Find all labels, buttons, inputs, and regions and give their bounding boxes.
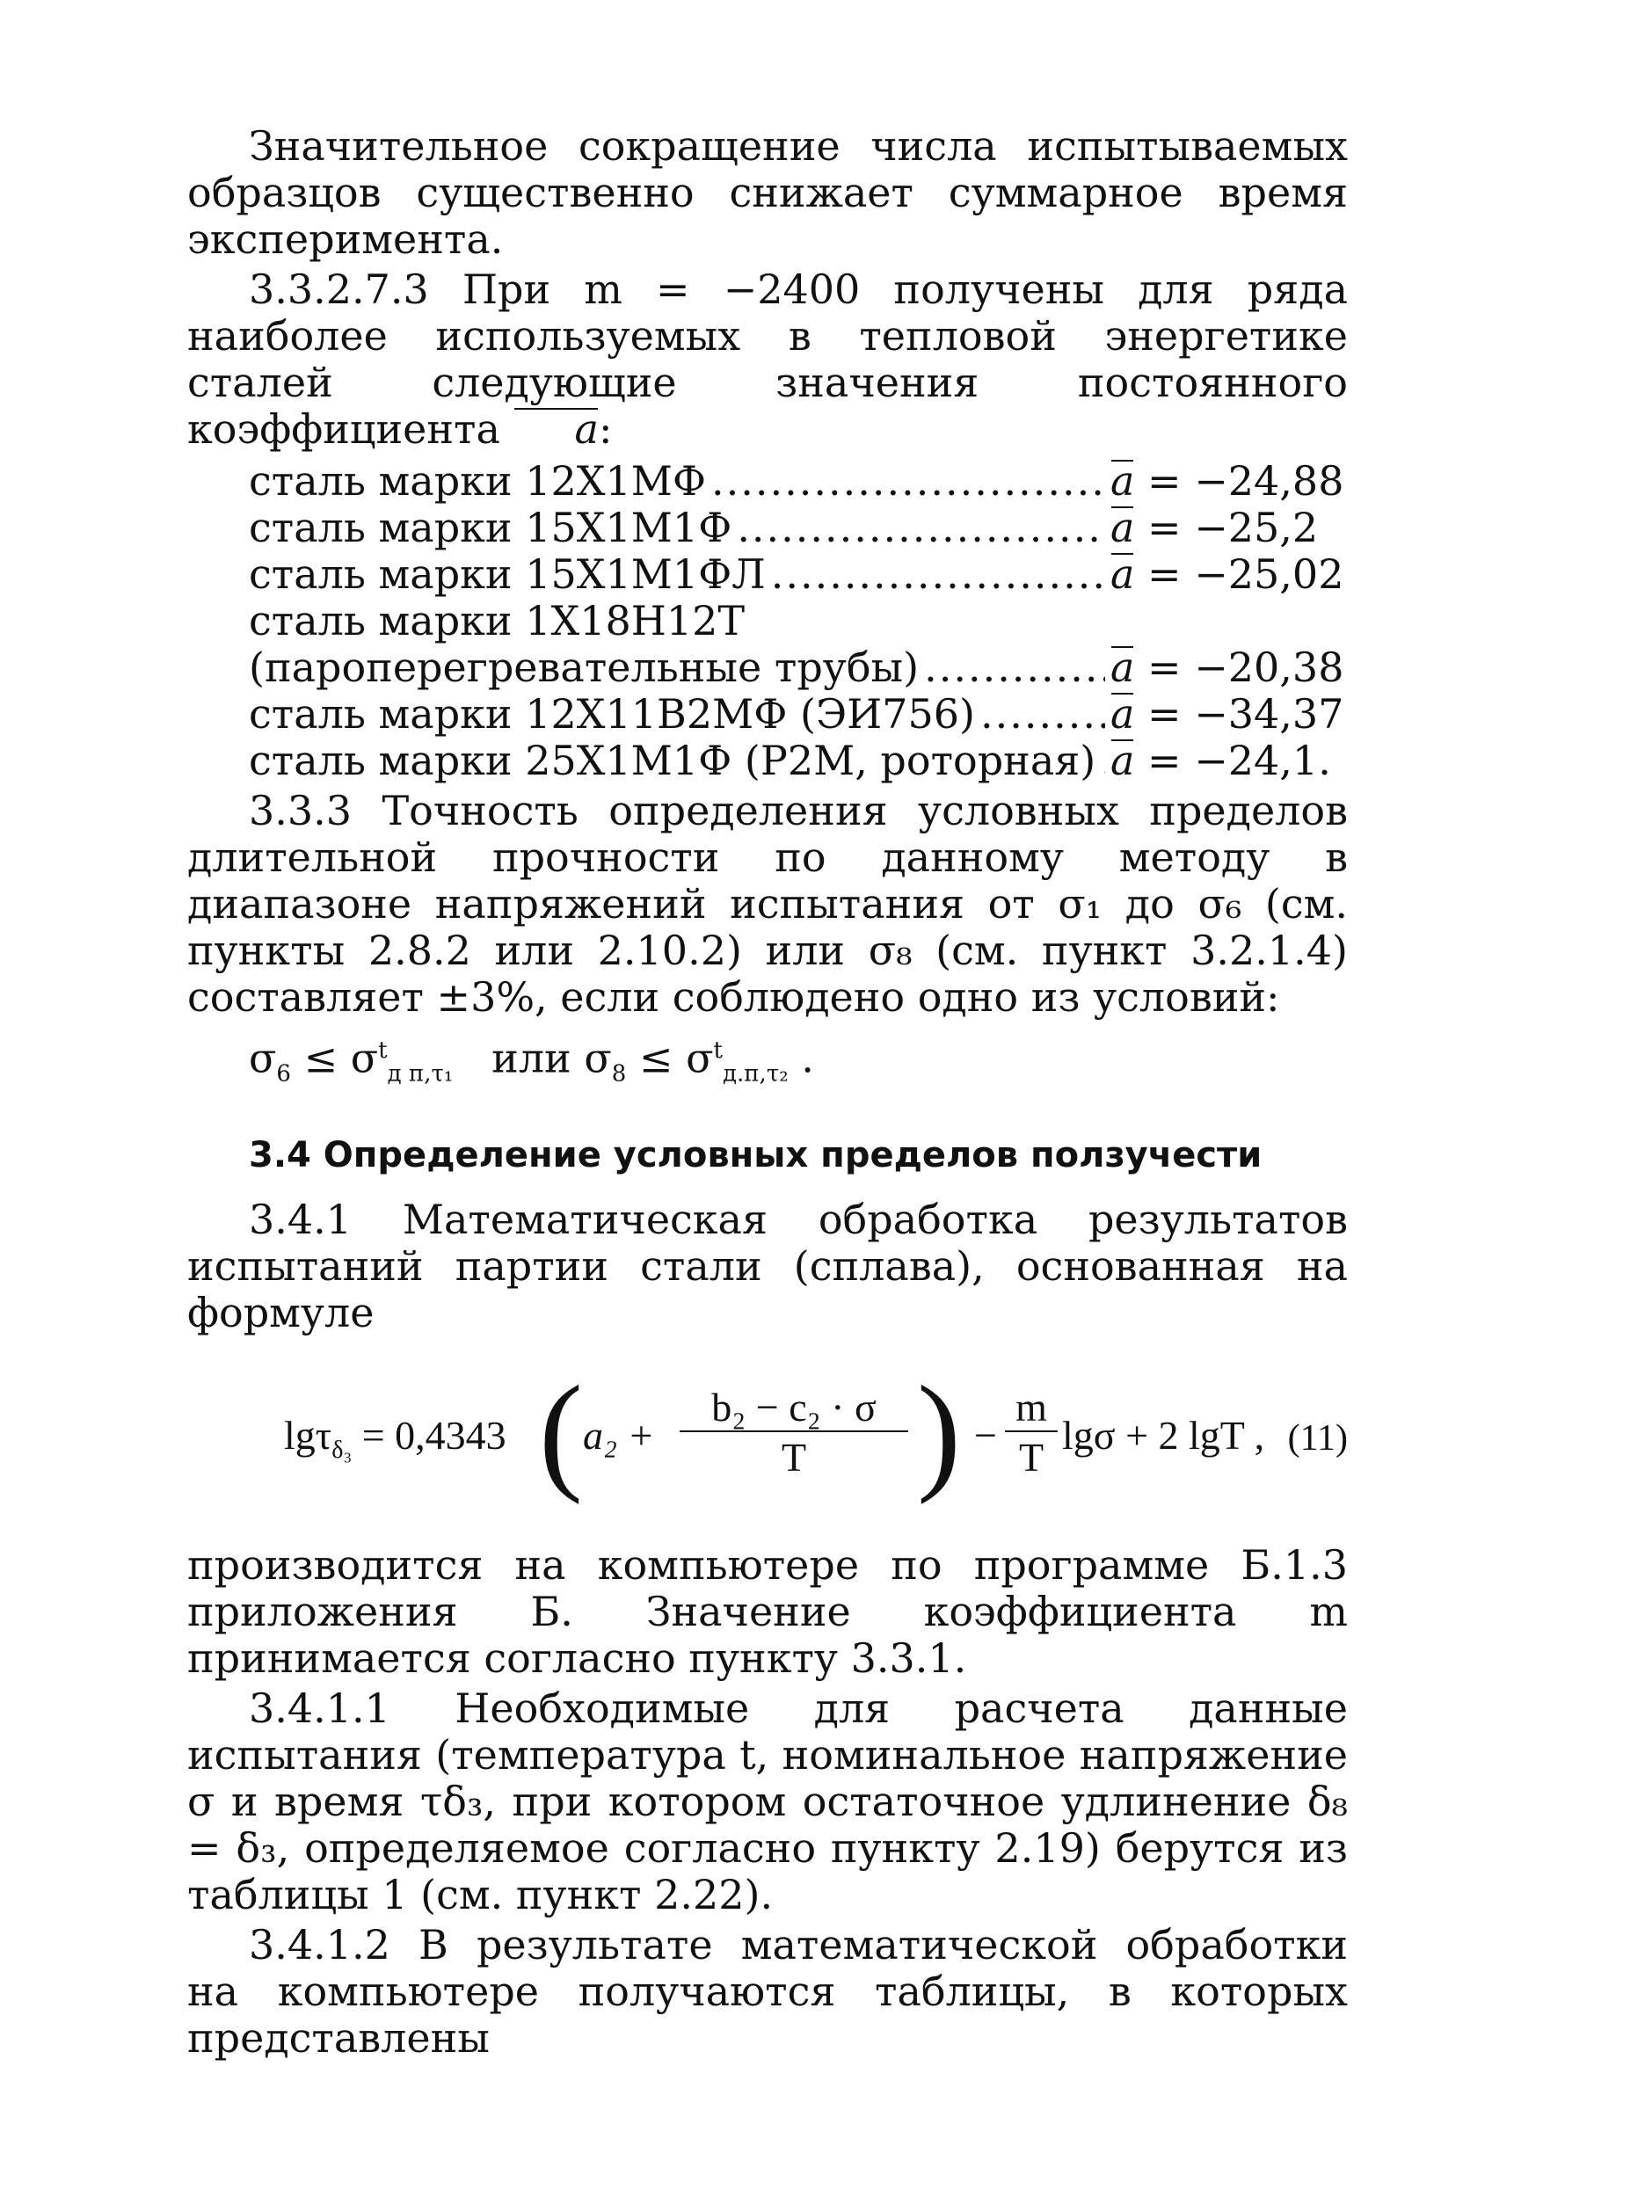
left-paren: ( (539, 1359, 583, 1505)
paragraph-sample-reduction: Значительное сокращение числа испытываемых образцов существенно снижает суммарное время эксперимента. (187, 122, 1348, 263)
leader-dots (771, 551, 1105, 598)
leader-dots (737, 505, 1105, 551)
paragraph-3-4-1: 3.4.1 Математическая обработка результатов испытаний партии стали (сплава), основанная на формуле (187, 1196, 1348, 1336)
formula-lhs: lgτ$_{\delta_3}$ = 0,4343 (284, 1413, 506, 1464)
steel-coefficient: a = −25,2 (1110, 504, 1319, 551)
paragraph-3-3-3: 3.3.3 Точность определения условных пределов длительной прочности по данному методу в диапазоне напряжений испытания от σ₁ до σ₆ (см. пункты 2.8.2 или 2.10.2) или σ₈ (см. пункт 3.2.1.4) составляет ±3%, если соблюдено одно из условий: (187, 787, 1348, 1021)
steel-coefficient: a = −34,37 (1110, 690, 1344, 738)
steel-name: сталь марки 15Х1М1Ф (249, 504, 732, 551)
colon: : (598, 405, 613, 453)
steel-row (187, 738, 1348, 784)
steel-row (187, 598, 1348, 644)
section-heading: 3.4 Определение условных пределов ползучести (249, 1135, 1263, 1175)
steel-row (187, 691, 1348, 738)
fraction-b2-c2-sigma: $\frac{\text{b₂ − c₂ · σ}}{T}$ (680, 1384, 908, 1481)
leader-dots (924, 644, 1105, 691)
fraction-m-over-t: $\frac{m}{T}$ (1005, 1384, 1058, 1481)
steel-name: сталь марки 25Х1М1Ф (Р2М, роторная) (249, 737, 1096, 784)
document-page (187, 123, 1348, 2062)
steel-name: сталь марки 15Х1М1ФЛ (249, 550, 766, 598)
steel-coefficient: a = −25,02 (1110, 550, 1344, 598)
coefficient-a-symbol: a (513, 406, 599, 453)
paragraph-3-4-1-1: 3.4.1.1 Необходимые для расчета данные испытания (температура t, номинальное напряжение σ и время τδ₃, при котором остаточное удлинение δ₈ = δ₃, определяемое согласно пункту 2.19) берутся из таблицы 1 (см. пункт 2.22). (187, 1684, 1348, 1918)
steel-row (187, 505, 1348, 551)
steel-name: сталь марки 1Х18Н12Т (249, 597, 746, 644)
steel-coefficient-list (187, 458, 1348, 784)
formula-tail: lgσ + 2 lgT , (1062, 1413, 1265, 1458)
paragraph-3-3-2-7-3-text: 3.3.2.7.3 При m = −2400 получены для ряда наиболее используемых в тепловой энергетике сталей следующие значения постоянного коэффициента (187, 266, 1348, 453)
steel-name: сталь марки 12Х1МФ (249, 457, 707, 505)
steel-row (187, 458, 1348, 505)
steel-name: (пароперегревательные трубы) (249, 644, 920, 691)
paragraph-3-4-1-2: 3.4.1.2 В результате математической обработки на компьютере получаются таблицы, в которых представлены (187, 1921, 1348, 2062)
steel-name: сталь марки 12Х11В2МФ (ЭИ756) (249, 690, 976, 738)
steel-row (187, 551, 1348, 598)
paragraph-3-3-2-7-3 (187, 266, 1348, 453)
steel-row (187, 644, 1348, 691)
equation-number: (11) (1287, 1418, 1348, 1459)
leader-dots (711, 458, 1105, 505)
equation-11 (187, 1354, 1348, 1521)
right-paren: ) (917, 1359, 961, 1505)
inequality-condition: $\sigma_6 \le \sigma^t_{д п,\tau_1}$ или $\sigma_8 \le \sigma^t_{д.п,\tau_2}$ . (249, 1034, 814, 1088)
paragraph-computer-processing: производится на компьютере по программе Б.1.3 приложения Б. Значение коэффициента m принимается согласно пункту 3.3.1. (187, 1541, 1348, 1682)
formula-minus: − (974, 1413, 997, 1458)
steel-coefficient: a = −20,38 (1110, 644, 1344, 691)
leader-dots (980, 691, 1105, 738)
leader-dots (1101, 738, 1105, 784)
steel-coefficient: a = −24,1. (1110, 737, 1331, 784)
steel-coefficient: a = −24,88 (1110, 457, 1344, 505)
formula-a2: a₂ + (583, 1413, 655, 1458)
